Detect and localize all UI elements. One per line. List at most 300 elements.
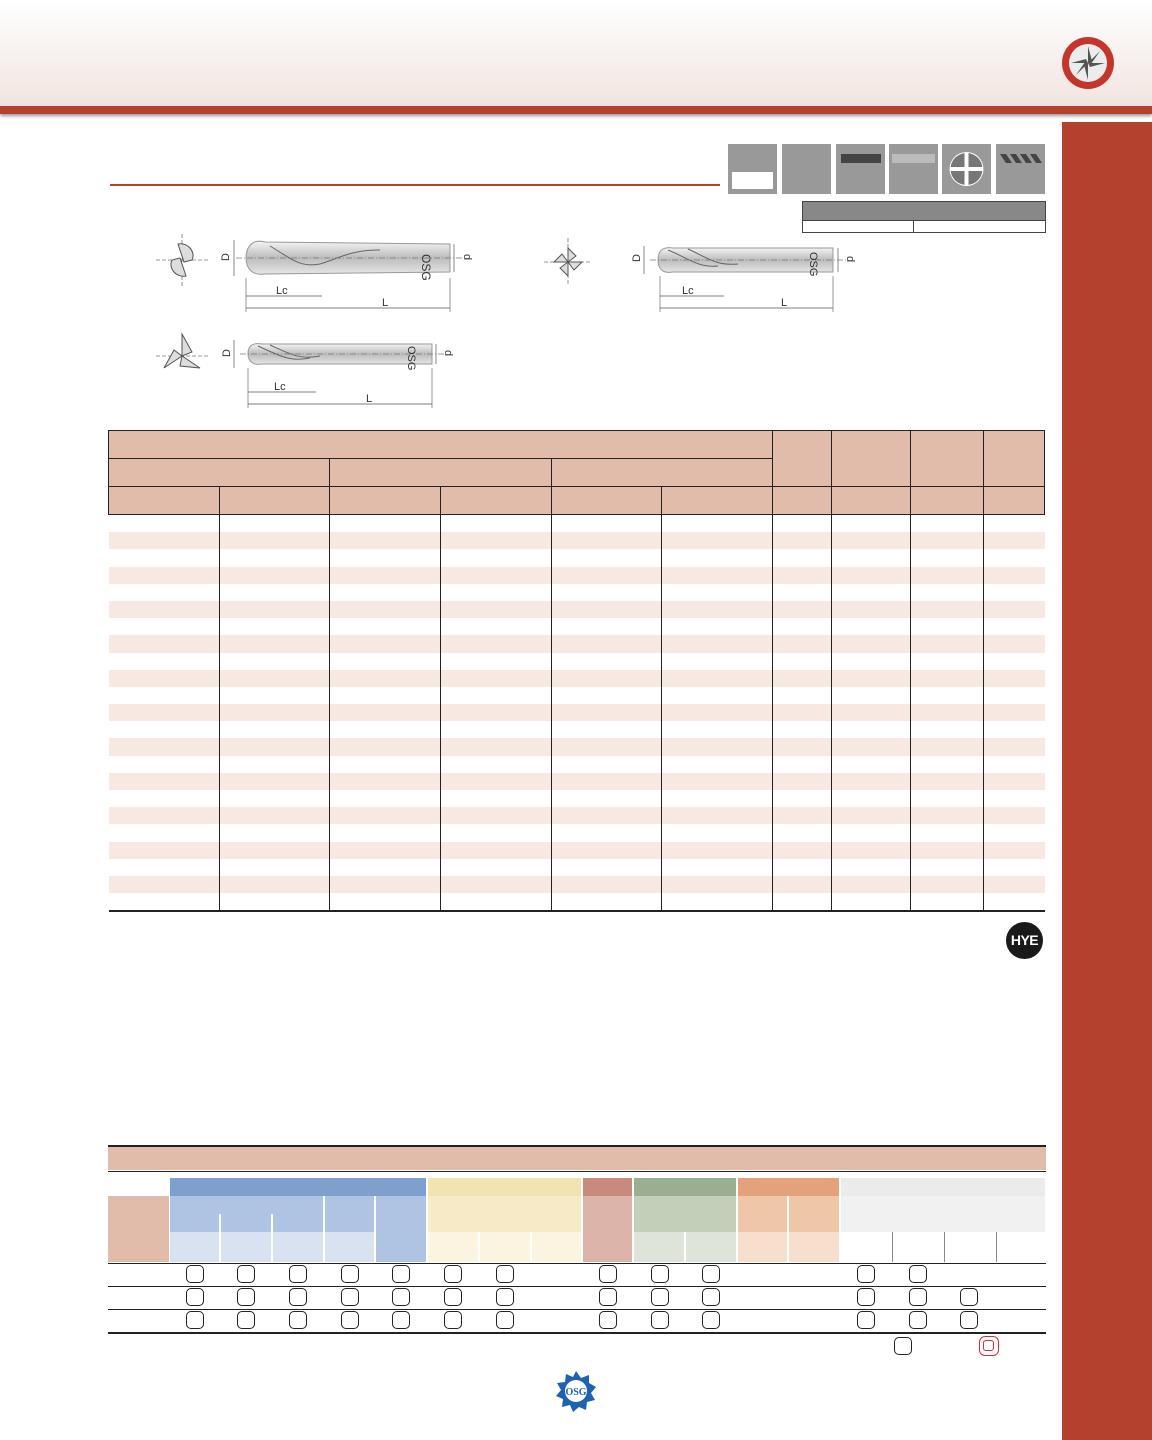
table-cell <box>441 824 552 841</box>
table-cell <box>662 738 773 755</box>
header-subgroup <box>552 459 773 487</box>
table-cell <box>911 773 984 790</box>
table-cell <box>330 893 441 911</box>
table-cell <box>984 653 1045 670</box>
table-cell <box>832 601 911 618</box>
table-cell <box>220 721 330 738</box>
table-cell <box>441 807 552 824</box>
table-cell <box>330 584 441 601</box>
suitability-mark-icon <box>702 1265 720 1283</box>
table-cell <box>662 790 773 807</box>
table-cell <box>832 532 911 549</box>
suitability-mark-icon <box>960 1311 978 1329</box>
sub-header <box>686 1232 737 1262</box>
table-cell <box>441 859 552 876</box>
table-cell <box>911 687 984 704</box>
table-cell <box>109 790 220 807</box>
row-divider <box>108 1263 1046 1264</box>
table-cell <box>441 635 552 652</box>
table-row <box>109 807 1045 824</box>
table-cell <box>552 567 662 584</box>
divider <box>944 1232 945 1262</box>
table-cell <box>832 635 911 652</box>
table-row <box>109 721 1045 738</box>
header-cell <box>832 487 911 515</box>
table-cell <box>109 773 220 790</box>
table-cell <box>773 842 832 859</box>
table-row <box>109 584 1045 601</box>
table-cell <box>220 807 330 824</box>
header-group <box>109 431 773 459</box>
suitability-mark-icon <box>702 1311 720 1329</box>
table-cell <box>441 893 552 911</box>
table-cell <box>662 704 773 721</box>
two-flute-drawing <box>150 228 490 318</box>
table-row <box>109 842 1045 859</box>
dim-D: D <box>221 349 233 357</box>
table-cell <box>984 893 1045 911</box>
table-cell <box>220 876 330 893</box>
dim-L: L <box>382 297 389 309</box>
sub-header <box>789 1232 840 1262</box>
suitability-mark-icon <box>186 1311 204 1329</box>
table-cell <box>441 842 552 859</box>
table-cell <box>552 670 662 687</box>
table-cell <box>984 670 1045 687</box>
table-cell <box>552 653 662 670</box>
table-cell <box>109 842 220 859</box>
dim-L: L <box>781 297 788 309</box>
table-cell <box>109 567 220 584</box>
table-row <box>109 704 1045 721</box>
table-cell <box>773 549 832 566</box>
table-cell <box>330 549 441 566</box>
table-cell <box>441 515 552 533</box>
table-cell <box>832 687 911 704</box>
osg-footer-logo-icon <box>555 1370 597 1412</box>
table-cell <box>911 738 984 755</box>
table-row <box>109 567 1045 584</box>
table-cell <box>662 687 773 704</box>
table-cell <box>552 515 662 533</box>
table-cell <box>911 721 984 738</box>
table-cell <box>984 584 1045 601</box>
table-cell <box>662 773 773 790</box>
table-cell <box>662 567 773 584</box>
helix-icon <box>996 144 1045 194</box>
suitability-mark-icon <box>341 1288 359 1306</box>
table-cell <box>832 842 911 859</box>
table-cell <box>552 893 662 911</box>
sub-header <box>428 1196 582 1232</box>
table-cell <box>832 773 911 790</box>
end-mill-logo-icon <box>1061 36 1115 90</box>
row-divider <box>108 1309 1046 1310</box>
sub-header <box>789 1196 840 1232</box>
dim-d: d <box>442 350 454 357</box>
brand-mark: OSG <box>807 252 819 277</box>
header-cell <box>330 487 441 515</box>
table-cell <box>773 704 832 721</box>
footer-brand: OSG <box>565 1387 587 1398</box>
header-col <box>984 431 1045 487</box>
dim-L: L <box>366 393 373 405</box>
table-cell <box>662 653 773 670</box>
table-cell <box>832 584 911 601</box>
table-cell <box>109 618 220 635</box>
table-row <box>109 670 1045 687</box>
table-cell <box>220 738 330 755</box>
group-header-hardened <box>634 1178 737 1196</box>
suitability-mark-icon <box>444 1265 462 1283</box>
suitability-mark-icon <box>909 1311 927 1329</box>
table-cell <box>773 721 832 738</box>
table-cell <box>662 549 773 566</box>
table-cell <box>220 756 330 773</box>
table-cell <box>911 790 984 807</box>
suitability-mark-icon <box>444 1288 462 1306</box>
suitability-mark-icon <box>237 1265 255 1283</box>
table-cell <box>773 773 832 790</box>
suitability-mark-icon <box>392 1265 410 1283</box>
suitability-mark-icon <box>289 1265 307 1283</box>
table-row <box>109 790 1045 807</box>
table-cell <box>220 515 330 533</box>
sub-header <box>583 1196 633 1262</box>
sub-header <box>273 1214 324 1232</box>
table-cell <box>109 601 220 618</box>
table-cell <box>220 859 330 876</box>
table-cell <box>330 653 441 670</box>
sub-header <box>738 1196 788 1232</box>
table-cell <box>109 756 220 773</box>
table-cell <box>109 532 220 549</box>
table-cell <box>109 738 220 755</box>
sub-header <box>170 1196 324 1214</box>
table-cell <box>109 549 220 566</box>
table-cell <box>662 807 773 824</box>
group-header-cast-iron <box>583 1178 633 1196</box>
sub-header <box>428 1232 479 1262</box>
header-rule <box>0 106 1152 114</box>
table-cell <box>832 876 911 893</box>
table-cell <box>109 670 220 687</box>
table-cell <box>109 721 220 738</box>
group-header-stainless <box>428 1178 582 1196</box>
table-cell <box>552 721 662 738</box>
table-cell <box>911 807 984 824</box>
header-cell <box>552 487 662 515</box>
hye-badge: HYE <box>1006 922 1043 959</box>
table-cell <box>330 687 441 704</box>
table-cell <box>911 859 984 876</box>
table-cell <box>662 532 773 549</box>
header-subgroup <box>109 459 330 487</box>
table-cell <box>773 635 832 652</box>
table-cell <box>220 824 330 841</box>
suitability-mark-icon <box>651 1265 669 1283</box>
table-cell <box>984 549 1045 566</box>
table-cell <box>441 704 552 721</box>
table-cell <box>330 515 441 533</box>
table-cell <box>552 601 662 618</box>
sub-header <box>634 1196 737 1232</box>
table-cell <box>984 773 1045 790</box>
table-row <box>109 859 1045 876</box>
dim-Lc: Lc <box>682 285 694 297</box>
table-cell <box>662 859 773 876</box>
table-cell <box>552 773 662 790</box>
table-cell <box>832 653 911 670</box>
table-cell <box>984 687 1045 704</box>
table-cell <box>109 807 220 824</box>
table-cell <box>220 618 330 635</box>
row-divider <box>108 1170 1046 1171</box>
suitability-mark-icon <box>341 1311 359 1329</box>
table-cell <box>441 756 552 773</box>
table-cell <box>552 842 662 859</box>
table-cell <box>330 738 441 755</box>
suitability-mark-icon <box>702 1288 720 1306</box>
table-cell <box>832 738 911 755</box>
table-cell <box>773 515 832 533</box>
table-cell <box>773 584 832 601</box>
table-cell <box>109 859 220 876</box>
table-cell <box>832 618 911 635</box>
table-cell <box>441 738 552 755</box>
table-cell <box>832 756 911 773</box>
divider <box>996 1232 997 1262</box>
table-cell <box>552 756 662 773</box>
sub-header <box>634 1232 685 1262</box>
sub-header <box>273 1232 324 1262</box>
table-cell <box>662 721 773 738</box>
table-cell <box>330 756 441 773</box>
dimension-table <box>108 430 1044 912</box>
dim-D: D <box>220 253 232 261</box>
flute-icon <box>728 144 777 194</box>
table-cell <box>773 567 832 584</box>
table-cell <box>911 549 984 566</box>
sub-header <box>841 1232 891 1262</box>
header-cell <box>220 487 330 515</box>
table-cell <box>773 601 832 618</box>
brand-mark: OSG <box>419 254 433 281</box>
table-cell <box>330 618 441 635</box>
table-cell <box>330 773 441 790</box>
table-cell <box>984 721 1045 738</box>
suitability-mark-icon <box>444 1311 462 1329</box>
table-cell <box>441 670 552 687</box>
table-cell <box>552 618 662 635</box>
table-cell <box>832 515 911 533</box>
table-cell <box>832 704 911 721</box>
header-subgroup <box>330 459 552 487</box>
table-cell <box>984 756 1045 773</box>
table-row <box>109 893 1045 911</box>
title-rule <box>110 184 720 186</box>
table-cell <box>220 842 330 859</box>
header-cell <box>984 487 1045 515</box>
sub-header <box>738 1232 788 1262</box>
four-flute-drawing <box>538 232 868 318</box>
table-cell <box>552 807 662 824</box>
table-cell <box>984 567 1045 584</box>
table-cell <box>662 824 773 841</box>
table-row <box>109 773 1045 790</box>
suitability-mark-icon <box>392 1311 410 1329</box>
table-cell <box>330 807 441 824</box>
table-cell <box>911 756 984 773</box>
table-cell <box>552 790 662 807</box>
table-cell <box>220 601 330 618</box>
table-cell <box>662 515 773 533</box>
table-cell <box>330 824 441 841</box>
table-cell <box>773 824 832 841</box>
table-cell <box>552 635 662 652</box>
suitability-mark-icon <box>289 1311 307 1329</box>
table-cell <box>662 670 773 687</box>
table-cell <box>662 756 773 773</box>
table-cell <box>662 584 773 601</box>
table-row <box>109 687 1045 704</box>
table-cell <box>911 635 984 652</box>
table-cell <box>441 601 552 618</box>
table-cell <box>984 601 1045 618</box>
table-cell <box>984 738 1045 755</box>
table-row <box>109 549 1045 566</box>
table-cell <box>911 567 984 584</box>
group-header-nonferrous <box>738 1178 840 1196</box>
row-divider <box>108 1286 1046 1287</box>
table-cell <box>773 618 832 635</box>
page-header <box>0 0 1152 106</box>
sub-header <box>170 1232 220 1262</box>
table-cell <box>441 773 552 790</box>
ball-nose-icon <box>942 144 991 194</box>
table-cell <box>109 704 220 721</box>
table-row <box>109 876 1045 893</box>
header-cell <box>662 487 773 515</box>
table-cell <box>984 876 1045 893</box>
table-cell <box>220 635 330 652</box>
table-cell <box>220 790 330 807</box>
table-cell <box>220 584 330 601</box>
table-cell <box>662 618 773 635</box>
suitability-mark-icon <box>237 1311 255 1329</box>
sub-header <box>170 1214 220 1232</box>
table-cell <box>984 790 1045 807</box>
header-cell <box>911 487 984 515</box>
suitability-mark-icon <box>857 1265 875 1283</box>
table-cell <box>330 635 441 652</box>
table-cell <box>773 876 832 893</box>
table-row <box>109 738 1045 755</box>
table-cell <box>441 532 552 549</box>
suitability-mark-icon <box>857 1311 875 1329</box>
header-cell <box>109 487 220 515</box>
table-row <box>109 756 1045 773</box>
table-cell <box>662 876 773 893</box>
table-cell <box>552 532 662 549</box>
sub-header <box>221 1214 272 1232</box>
table-cell <box>552 859 662 876</box>
table-cell <box>773 790 832 807</box>
table-cell <box>984 842 1045 859</box>
table-cell <box>984 635 1045 652</box>
table-cell <box>832 859 911 876</box>
table-cell <box>662 893 773 911</box>
table-cell <box>330 670 441 687</box>
material-row-header <box>108 1196 170 1262</box>
table-cell <box>773 532 832 549</box>
table-cell <box>911 653 984 670</box>
dim-Lc: Lc <box>276 285 288 297</box>
table-cell <box>220 670 330 687</box>
suitability-mark-icon <box>496 1311 514 1329</box>
table-cell <box>911 532 984 549</box>
suitability-mark-icon <box>909 1265 927 1283</box>
suitability-mark-icon <box>496 1288 514 1306</box>
table-cell <box>441 876 552 893</box>
suitability-mark-icon <box>599 1311 617 1329</box>
table-cell <box>832 567 911 584</box>
table-cell <box>832 824 911 841</box>
table-cell <box>662 842 773 859</box>
table-row <box>109 824 1045 841</box>
table-cell <box>441 687 552 704</box>
group-header-steel <box>170 1178 427 1196</box>
table-cell <box>552 704 662 721</box>
spec-box <box>802 201 1046 233</box>
table-cell <box>330 567 441 584</box>
table-cell <box>773 859 832 876</box>
suitability-mark-icon <box>392 1288 410 1306</box>
table-cell <box>911 618 984 635</box>
table-cell <box>773 738 832 755</box>
table-cell <box>832 807 911 824</box>
table-cell <box>773 807 832 824</box>
dim-d: d <box>461 254 473 261</box>
table-cell <box>552 687 662 704</box>
table-row <box>109 515 1045 533</box>
table-cell <box>832 893 911 911</box>
header-col <box>832 431 911 487</box>
table-cell <box>220 687 330 704</box>
table-row <box>109 653 1045 670</box>
table-cell <box>832 790 911 807</box>
sub-header <box>892 1232 943 1262</box>
table-cell <box>911 704 984 721</box>
table-cell <box>773 756 832 773</box>
material-table-title <box>108 1145 1046 1172</box>
table-cell <box>330 532 441 549</box>
table-cell <box>911 876 984 893</box>
sub-header <box>221 1232 272 1262</box>
table-cell <box>552 738 662 755</box>
sub-header <box>325 1196 375 1232</box>
brand-mark: OSG <box>405 346 417 371</box>
legend-suitable-icon <box>894 1337 912 1355</box>
header-col <box>773 431 832 487</box>
suitability-mark-icon <box>599 1288 617 1306</box>
table-cell <box>441 653 552 670</box>
table-cell <box>773 670 832 687</box>
table-cell <box>984 532 1045 549</box>
header-cell <box>773 487 832 515</box>
table-cell <box>984 824 1045 841</box>
suitability-mark-icon <box>651 1288 669 1306</box>
